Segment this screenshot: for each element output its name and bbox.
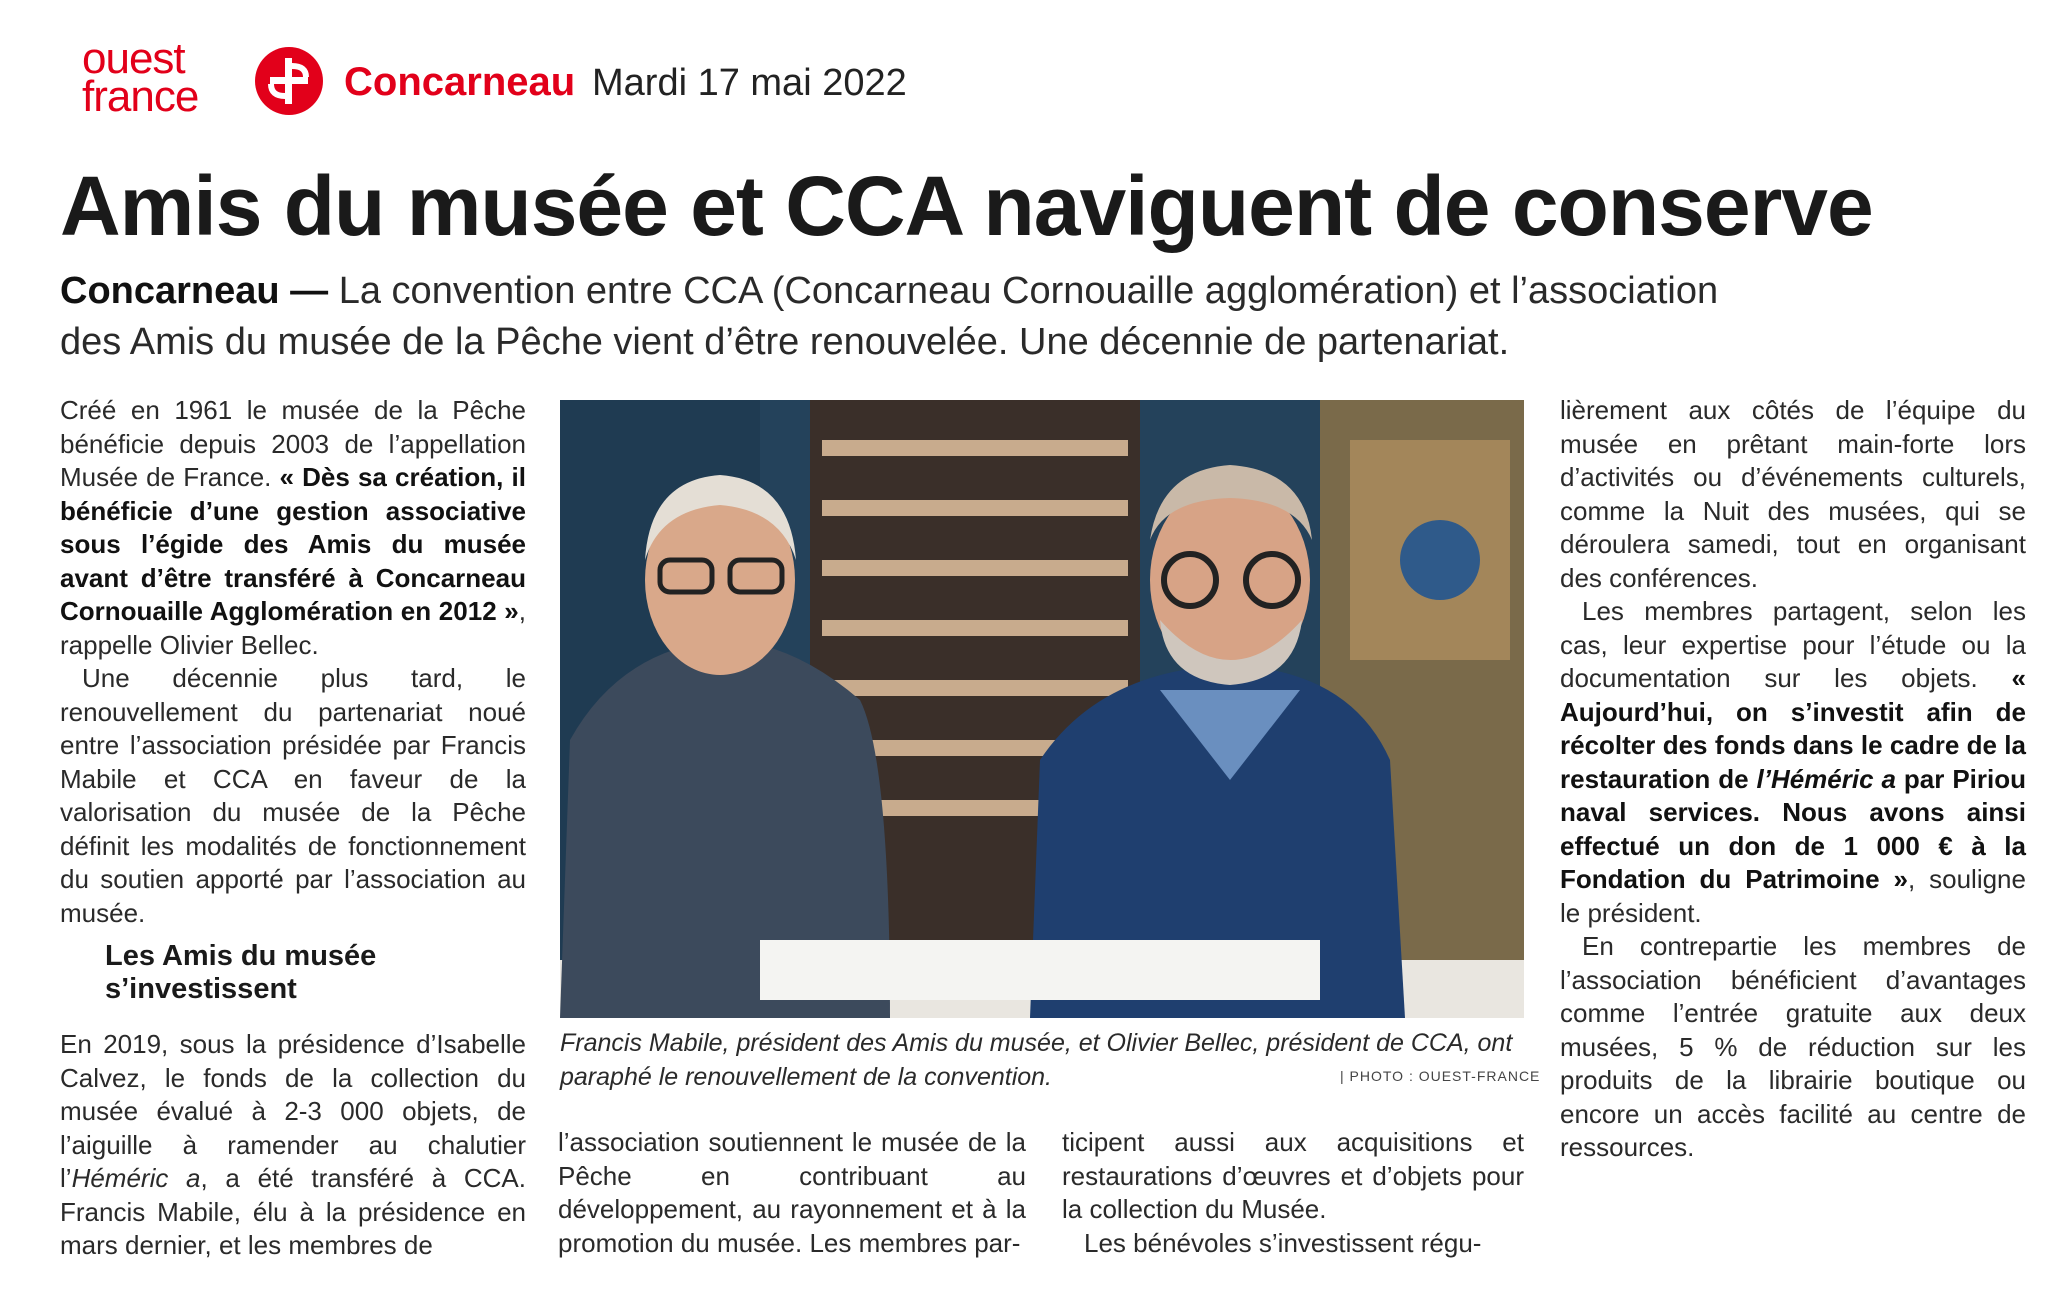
- column-1-bottom: [60, 1028, 526, 1263]
- article-photo: [560, 400, 1524, 1018]
- standfirst-text: La convention entre CCA (Concarneau Cornouaille agglomération) et l’association des Amis du musée de la Pêche vient d’être renouvelée. Une décennie de partenariat.: [60, 270, 1719, 363]
- ouest-france-logo: [82, 34, 199, 121]
- paragraph-col3: ticipent aussi aux acquisitions et restaurations d’œuvres et d’objets pour la collection du Musée.: [1062, 1127, 1524, 1224]
- ouest-france-logo-mark-icon: [254, 46, 324, 116]
- paragraph-1: [60, 394, 526, 662]
- paragraph-col3-2: Les bénévoles s’investissent régu-: [1084, 1227, 1482, 1258]
- column-3: [1062, 1126, 1524, 1260]
- photo-caption: Francis Mabile, président des Amis du musée, et Olivier Bellec, président de CCA, ont paraphé le renouvellement de la convention.: [560, 1029, 1513, 1091]
- paragraph-col4-2: [1560, 595, 2026, 930]
- paragraph-col4-2-quote-a: « Aujourd’hui, on s’investit afin de récolter des fonds dans le cadre de la restauration de: [1560, 663, 2026, 794]
- edition-city: Concarneau: [344, 60, 576, 104]
- logo-line-2: france: [82, 72, 199, 121]
- photo-credit: | PHOTO : OUEST-FRANCE: [1340, 1068, 1541, 1084]
- paragraph-col4-1: lièrement aux côtés de l’équipe du musée en prêtant main-forte lors d’activités ou d’événements culturels, comme la Nuit des musées, qui se déroulera samedi, tout en organisant des conférences.: [1560, 395, 2026, 593]
- paragraph-3-start: En 2019, sous la présidence d’Isabelle Calvez, le fonds de la collection du musée évalué à 2-3 000 objets, de l’aiguille à ramender au chalutier l’: [60, 1029, 526, 1193]
- paragraph-col4-3: En contrepartie les membres de l’association bénéficient d’avantages comme l’entrée gratuite aux deux musées, 5 % de réduction sur les produits de la librairie boutique ou encore un accès facilité au centre de ressources.: [1560, 931, 2026, 1162]
- paragraph-1-quote: « Dès sa création, il bénéficie d’une gestion associative sous l’égide des Amis du musée avant d’être transféré à Concarneau Cornouaille Agglomération en 2012 »: [60, 462, 526, 626]
- column-4: [1560, 394, 2026, 1165]
- paragraph-col4-2-text: Les membres partagent, selon les cas, leur expertise pour l’étude ou la documentation sur les objets.: [1560, 596, 2026, 693]
- headline: Amis du musée et CCA naviguent de conserve: [60, 159, 1873, 253]
- paragraph-1-end: , rappelle Olivier Bellec.: [60, 596, 526, 660]
- paragraph-3-ship: Héméric a: [71, 1163, 201, 1193]
- column-1-top: [60, 394, 526, 930]
- paragraph-col4-2-end: , souligne le président.: [1560, 864, 2026, 928]
- edition-date: Mardi 17 mai 2022: [592, 62, 907, 104]
- photo-illustration: [560, 400, 1524, 1018]
- paragraph-col4-2-ship: l’Héméric a: [1756, 763, 1896, 794]
- standfirst-place: Concarneau —: [60, 270, 329, 312]
- paragraph-3-end: , a été transféré à CCA. Francis Mabile, élu à la présidence en mars dernier, et les membres de: [60, 1163, 526, 1260]
- intertitle: Les Amis du musée s’investissent: [105, 940, 377, 1005]
- paragraph-col4-2-quote-b: par Piriou naval services. Nous avons ainsi effectué un don de 1 000 € à la Fondation du Patrimoine »: [1560, 763, 2027, 894]
- masthead: [82, 34, 1082, 128]
- column-2: [558, 1126, 1026, 1260]
- logo-line-1: ouest: [82, 34, 185, 83]
- paragraph-2: Une décennie plus tard, le renouvellement du partenariat noué entre l’association présidée par Francis Mabile et CCA en faveur de la valorisation du musée de la Pêche définit les modalités de fonctionnement du soutien apporté par l’association au musée.: [60, 663, 526, 928]
- paragraph-3: [60, 1028, 526, 1263]
- paragraph-1-text: Créé en 1961 le musée de la Pêche bénéficie depuis 2003 de l’appellation Musée de France.: [60, 395, 526, 492]
- paragraph-col2: l’association soutiennent le musée de la Pêche en contribuant au développement, au rayonnement et à la promotion du musée. Les membres par-: [558, 1127, 1026, 1258]
- standfirst: [60, 266, 1780, 368]
